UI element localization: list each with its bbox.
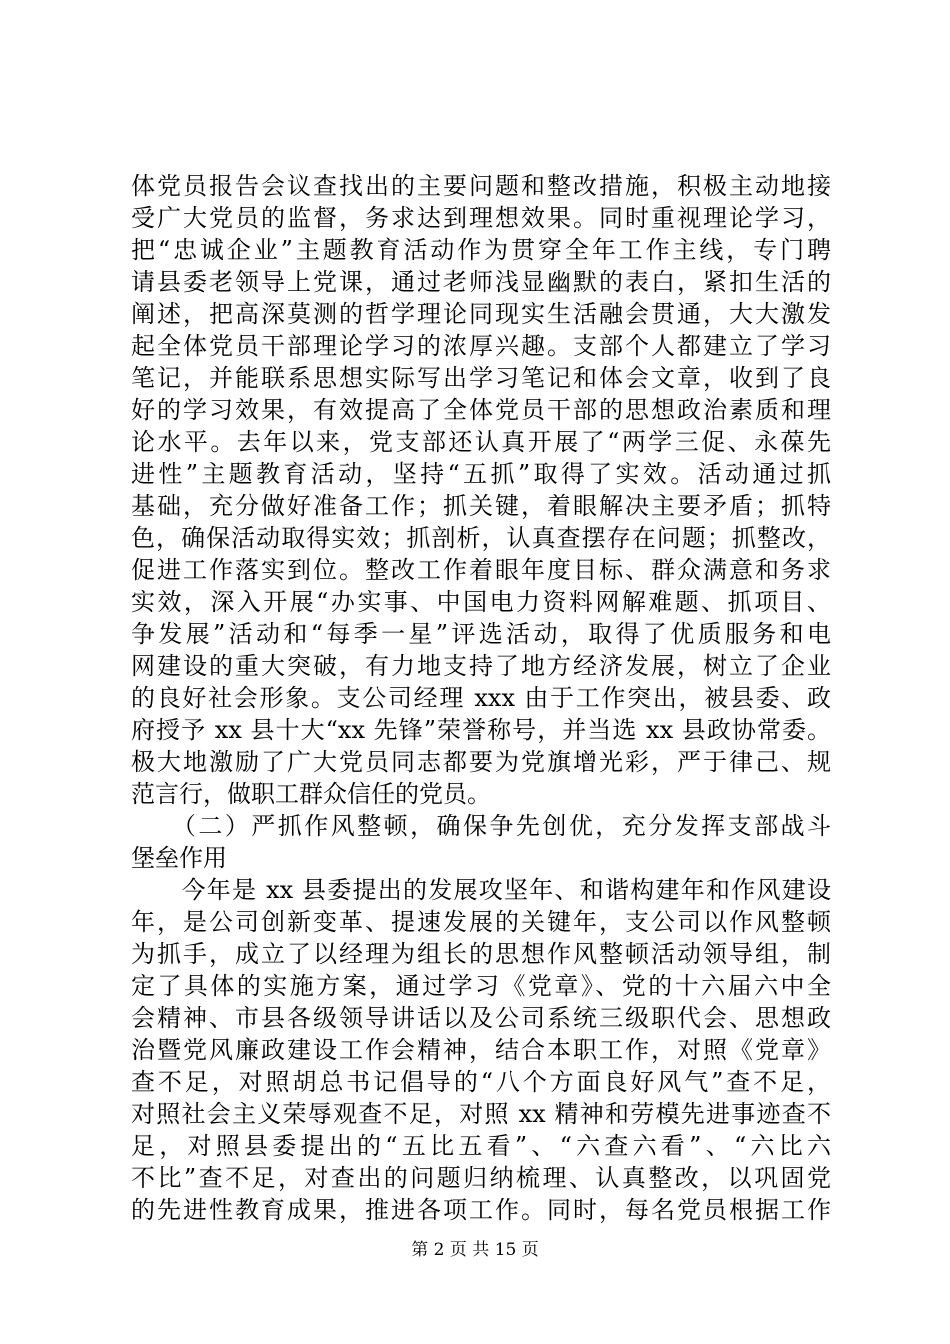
section-heading-line: 堡垒作用	[131, 844, 227, 872]
paragraph-end-line: 范言行，做职工群众信任的党员。	[131, 780, 491, 808]
text-line: 年，是公司创新变革、提速发展的关键年，支公司以作风整顿	[131, 908, 831, 936]
text-line: 极大地激励了广大党员同志都要为党旗增光彩，严于律己、规	[131, 748, 831, 776]
section-heading-line: （二）严抓作风整顿，确保争先创优，充分发挥支部战斗	[131, 812, 831, 840]
text-line: 网建设的重大突破，有力地支持了地方经济发展，树立了企业	[131, 652, 831, 680]
text-line: 府授予 xx 县十大“xx 先锋”荣誉称号，并当选 xx 县政协常委。	[131, 716, 831, 744]
text-line: 会精神、市县各级领导讲话以及公司系统三级职代会、思想政	[131, 1004, 831, 1032]
text-line: 实效，深入开展“办实事、中国电力资料网解难题、抓项目、	[131, 588, 831, 616]
text-line: 不比”查不足，对查出的问题归纳梳理、认真整改，以巩固党	[131, 1164, 831, 1192]
text-line: 的先进性教育成果，推进各项工作。同时，每名党员根据工作	[131, 1196, 831, 1224]
page-footer: 第 2 页 共 15 页	[411, 1240, 539, 1260]
text-line: 促进工作落实到位。整改工作着眼年度目标、群众满意和务求	[131, 556, 831, 584]
text-line: 的良好社会形象。支公司经理 xxx 由于工作突出，被县委、政	[131, 684, 831, 712]
text-line: 把“忠诚企业”主题教育活动作为贯穿全年工作主线，专门聘	[131, 236, 831, 264]
text-line: 色，确保活动取得实效；抓剖析，认真查摆存在问题；抓整改，	[131, 524, 831, 552]
text-line: 请县委老领导上党课，通过老师浅显幽默的表白，紧扣生活的	[131, 268, 831, 296]
text-line: 笔记，并能联系思想实际写出学习笔记和体会文章，收到了良	[131, 364, 831, 392]
text-line: 进性”主题教育活动，坚持“五抓”取得了实效。活动通过抓	[131, 460, 831, 488]
text-line: 争发展”活动和“每季一星”评选活动，取得了优质服务和电	[131, 620, 831, 648]
text-line: 足，对照县委提出的“五比五看”、“六查六看”、“六比六	[131, 1132, 831, 1160]
text-line: 受广大党员的监督，务求达到理想效果。同时重视理论学习，	[131, 204, 831, 232]
text-line: 对照社会主义荣辱观查不足，对照 xx 精神和劳模先进事迹查不	[131, 1100, 831, 1128]
text-line: 论水平。去年以来，党支部还认真开展了“两学三促、永葆先	[131, 428, 831, 456]
text-line: 基础，充分做好准备工作；抓关键，着眼解决主要矛盾；抓特	[131, 492, 831, 520]
text-line: 起全体党员干部理论学习的浓厚兴趣。支部个人都建立了学习	[131, 332, 831, 360]
text-line: 治暨党风廉政建设工作会精神，结合本职工作，对照《党章》	[131, 1036, 831, 1064]
text-line: 体党员报告会议查找出的主要问题和整改措施，积极主动地接	[131, 172, 831, 200]
text-line: 今年是 xx 县委提出的发展攻坚年、和谐构建年和作风建设	[131, 876, 831, 904]
document-body	[131, 170, 831, 1226]
text-line: 查不足，对照胡总书记倡导的“八个方面良好风气”查不足，	[131, 1068, 831, 1096]
text-line: 为抓手，成立了以经理为组长的思想作风整顿活动领导组，制	[131, 940, 831, 968]
text-line: 好的学习效果，有效提高了全体党员干部的思想政治素质和理	[131, 396, 831, 424]
text-line: 阐述，把高深莫测的哲学理论同现实生活融会贯通，大大激发	[131, 300, 831, 328]
text-line: 定了具体的实施方案，通过学习《党章》、党的十六届六中全	[131, 972, 831, 1000]
